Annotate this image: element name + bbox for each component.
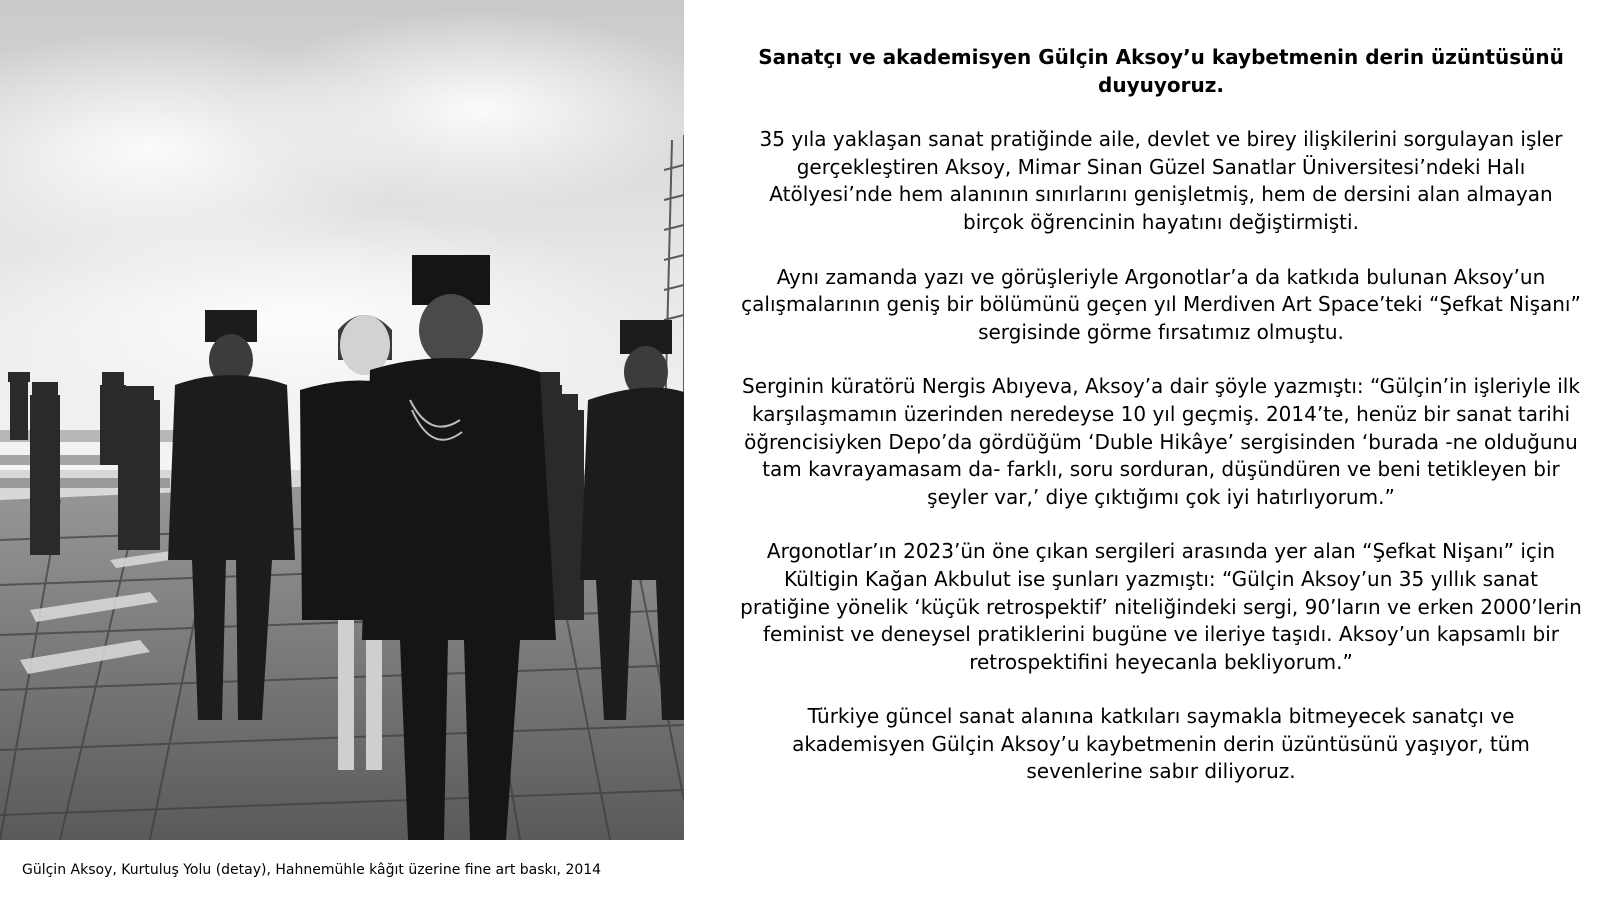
article-text [738,44,1584,786]
paragraph-4: Argonotlar’ın 2023’ün öne çıkan sergileri arasında yer alan “Şefkat Nişanı” için Kültigin Kağan Akbulut ise şunları yazmıştı: “Gülçin Aksoy’un 35 yıllık sanat pratiğine yönelik ‘küçük retrospektif’ niteliğindeki sergi, 90’ların ve erken 2000’lerin feminist ve deneysel pratiklerini bugüne ve ileriye taşıdı. Aksoy’un kapsamlı bir retrospektifini heyecanla bekliyorum.” [740,539,1582,674]
black-and-white-photograph-icon [0,0,684,840]
paragraph-1: 35 yıla yaklaşan sanat pratiğinde aile, devlet ve birey ilişkilerini sorgulayan işler gerçekleştiren Aksoy, Mimar Sinan Güzel Sanatlar Üniversitesi’ndeki Halı Atölyesi’nde hem alanının sınırlarını genişletmiş, hem de dersini alan almayan birçok öğrencinin hayatını değiştirmişti. [759,127,1563,234]
photo-caption: Gülçin Aksoy, Kurtuluş Yolu (detay), Hahnemühle kâğıt üzerine fine art baskı, 2014 [22,862,602,878]
headline: Sanatçı ve akademisyen Gülçin Aksoy’u kaybetmenin derin üzüntüsünü duyuyoruz. [758,45,1564,97]
paragraph-5: Türkiye güncel sanat alanına katkıları saymakla bitmeyecek sanatçı ve akademisyen Gülçin Aksoy’u kaybetmenin derin üzüntüsünü yaşıyor, tüm sevenlerine sabır diliyoruz. [792,704,1530,784]
paragraph-3: Serginin küratörü Nergis Abıyeva, Aksoy’a dair şöyle yazmıştı: “Gülçin’in işleriyle ilk karşılaşmamın üzerinden neredeyse 10 yıl geçmiş. 2014’te, henüz bir sanat tarihi öğrencisiyken Depo’da gördüğüm ‘Duble Hikâye’ sergisinden ‘burada -ne olduğunu tam kavrayamasam da- farklı, soru sorduran, düşündüren ve beni tetikleyen bir şeyler var,’ diye çıktığımı çok iyi hatırlıyorum.” [742,374,1580,509]
paragraph-2: Aynı zamanda yazı ve görüşleriyle Argonotlar’a da katkıda bulunan Aksoy’un çalışmalarının geniş bir bölümünü geçen yıl Merdiven Art Space’teki “Şefkat Nişanı” sergisinde görme fırsatımız olmuştu. [741,264,1581,344]
artwork-photo [0,0,684,840]
